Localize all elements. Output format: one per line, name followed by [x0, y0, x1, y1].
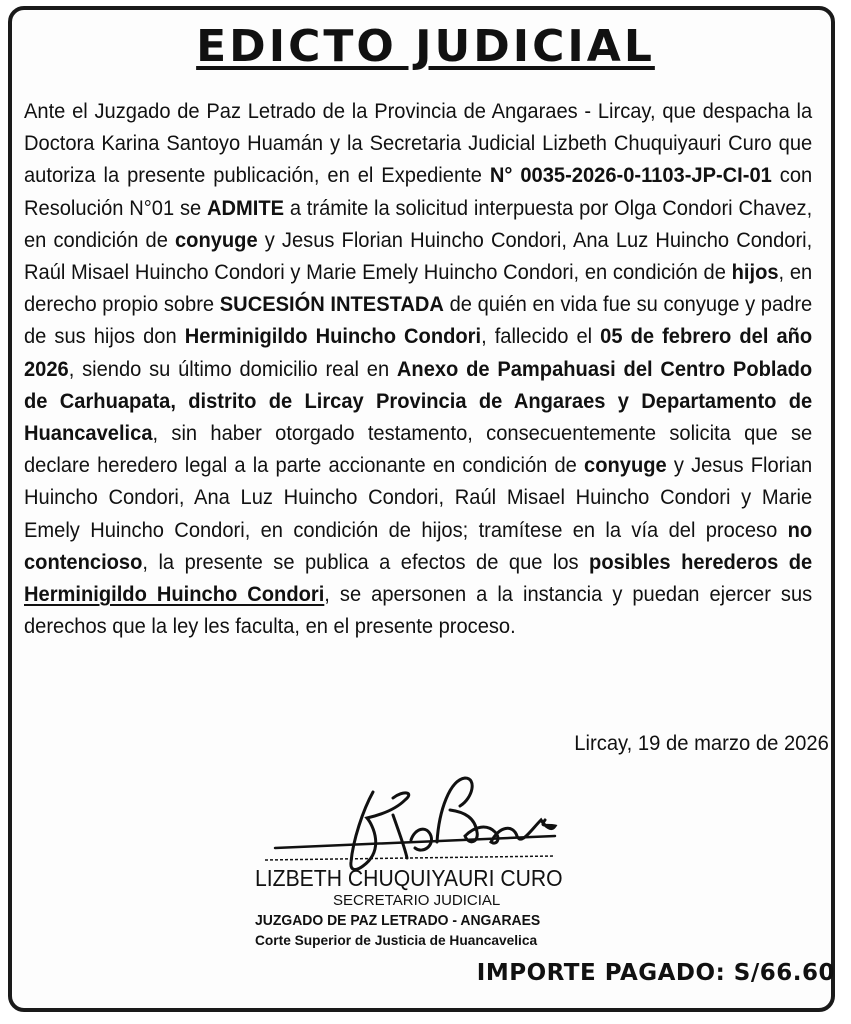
stamp-court: JUZGADO DE PAZ LETRADO - ANGARAES	[255, 912, 541, 929]
body-text-8: , siendo su último domicilio real en	[68, 356, 397, 381]
conyuge-keyword: conyuge	[174, 227, 258, 252]
body-text-5: , en derecho propio sobre	[24, 260, 813, 317]
posibles-herederos: posibles herederos de	[589, 549, 813, 574]
conyuge-keyword-2: conyuge	[584, 453, 667, 478]
hijos-keyword: hijos	[731, 260, 779, 285]
admite-keyword: ADMITE	[206, 195, 285, 220]
body-text-4: y Jesus Florian Huincho Condori, Ana Luz Huincho Condori, Raúl Misael Huincho Condori y Marie Emely Huincho Condori, en condición de	[24, 227, 813, 285]
stamp-name: LIZBETH CHUQUIYAURI CURO	[255, 865, 563, 891]
death-date: 05 de febrero del año 2026	[24, 324, 813, 381]
no-contencioso-keyword: no contencioso	[24, 517, 813, 574]
body-text-6: de quién en vida fue su conyuge y padre de sus hijos don	[24, 292, 813, 349]
amount-paid: IMPORTE PAGADO: S/66.60	[476, 960, 835, 986]
stamp-role: SECRETARIO JUDICIAL	[333, 892, 501, 909]
body-text-10: y Jesus Florian Huincho Condori, Ana Luz Huincho Condori, Raúl Misael Huincho Condori y Marie Emely Huincho Condori, en condición de hijos; tramítese en la vía del proceso	[24, 453, 813, 542]
page-title	[0, 22, 851, 72]
sucesion-keyword: SUCESIÓN INTESTADA	[219, 292, 444, 317]
official-stamp	[255, 865, 595, 949]
body-text-1: Ante el Juzgado de Paz Letrado de la Provincia de Angaraes - Lircay, que despacha la Doctora Karina Santoyo Huamán y la Secretaria Judicial Lizbeth Chuquiyauri Curo que autoriza la presente publicación, en el Expediente	[24, 99, 813, 188]
body-text-3: a trámite la solicitud interpuesta por Olga Condori Chavez, en condición de	[24, 195, 813, 252]
body-text-2: con Resolución N°01 se	[24, 163, 813, 220]
causante-name: Herminigildo Huincho Condori	[184, 324, 482, 349]
domicilio-address: Anexo de Pampahuasi del Centro Poblado de Carhuapata, distrito de Lircay Provincia de Angaraes y Departamento de Huancavelica	[24, 356, 813, 446]
place-date: Lircay, 19 de marzo de 2026	[574, 731, 829, 755]
expediente-number: N° 0035-2026-0-1103-JP-CI-01	[489, 163, 772, 188]
body-text-9: , sin haber otorgado testamento, consecuentemente solicita que se declare heredero legal a la parte accionante en condición de	[24, 421, 813, 478]
handwritten-signature	[255, 770, 575, 880]
title-text: EDICTO JUDICIAL	[196, 21, 655, 72]
stamp-superior-court: Corte Superior de Justicia de Huancavelica	[255, 932, 538, 948]
body-text-7: , fallecido el	[481, 324, 601, 349]
causante-name-underlined: Herminigildo Huincho Condori	[24, 582, 325, 607]
body-text-11: , la presente se publica a efectos de que los	[142, 549, 590, 574]
body-text-12: , se apersonen a la instancia y puedan ejercer sus derechos que la ley les faculta, en el presente proceso.	[24, 582, 813, 639]
edict-body	[24, 95, 812, 642]
